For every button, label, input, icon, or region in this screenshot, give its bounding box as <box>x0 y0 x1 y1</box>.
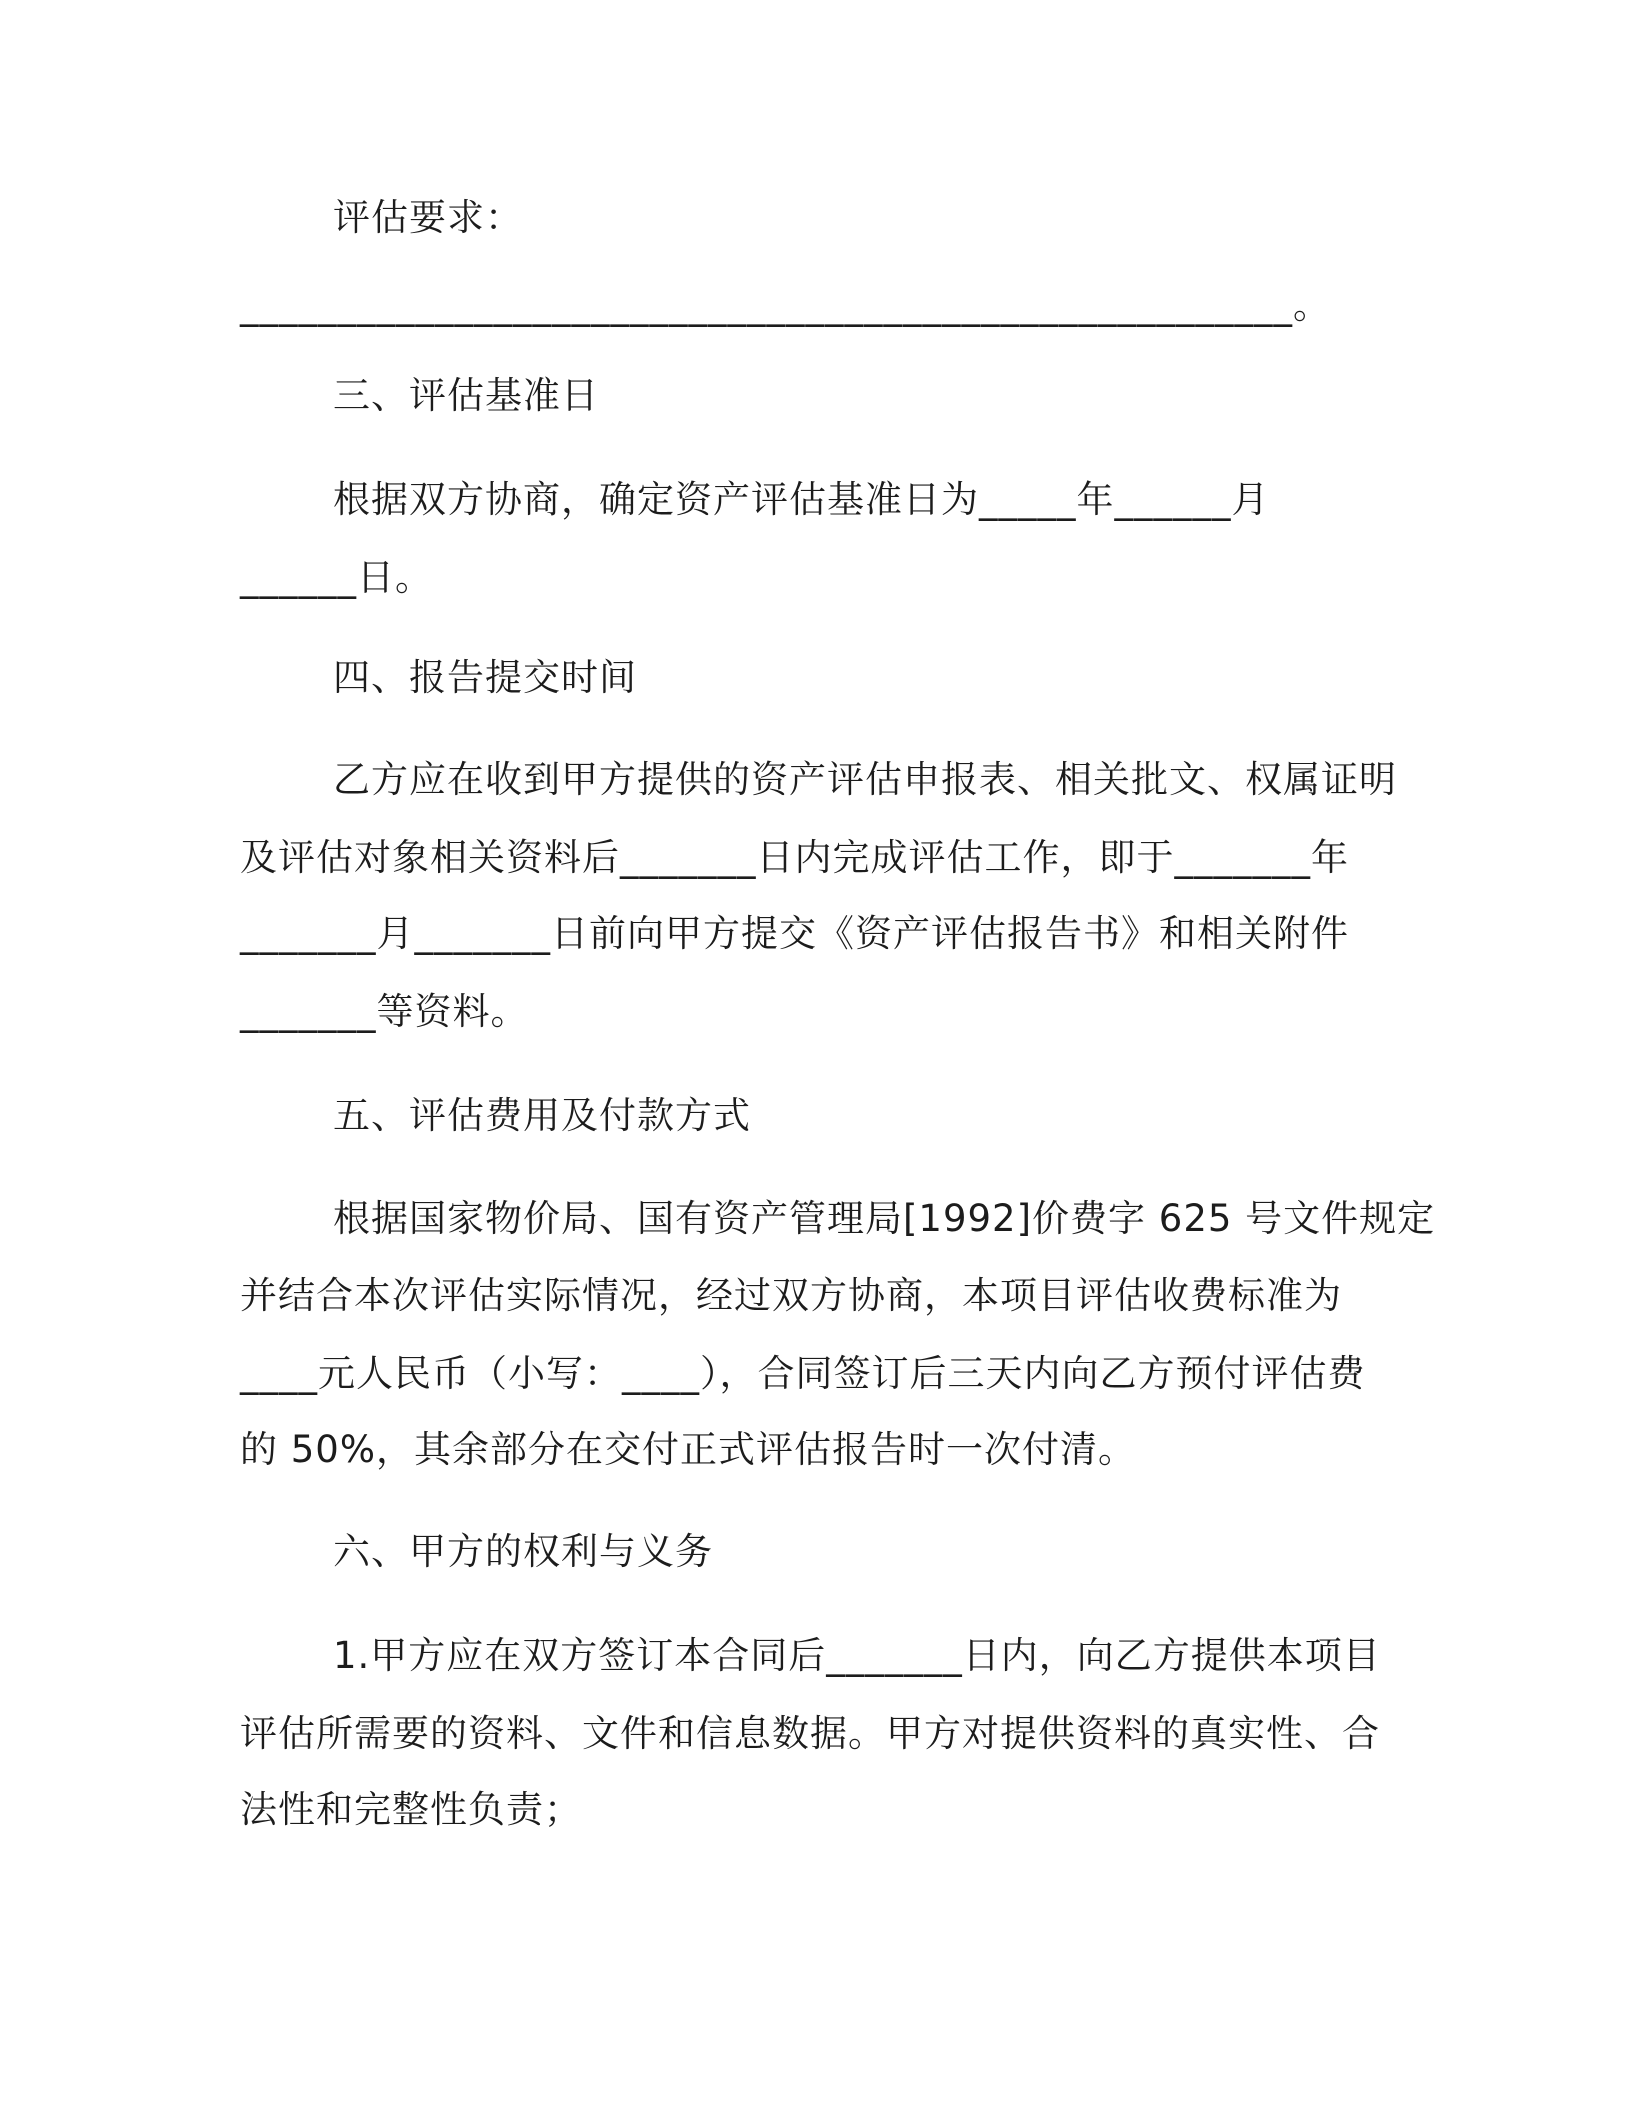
section4-line-3: _______月_______日前向甲方提交《资产评估报告书》和相关附件 <box>240 912 1349 955</box>
section4-line-2: 及评估对象相关资料后_______日内完成评估工作，即于_______年 <box>240 836 1349 879</box>
section5-line-1: 根据国家物价局、国有资产管理局[1992]价费字 625 号文件规定 <box>333 1197 1436 1240</box>
section3-heading: 三、评估基准日 <box>333 374 599 417</box>
section6-line-2: 评估所需要的资料、文件和信息数据。甲方对提供资料的真实性、合 <box>240 1712 1380 1755</box>
section6-line-1: 1.甲方应在双方签订本合同后_______日内，向乙方提供本项目 <box>333 1634 1381 1677</box>
section6-line-3: 法性和完整性负责； <box>240 1788 582 1831</box>
eval-requirement-label: 评估要求： <box>333 196 523 239</box>
section3-line-2: ______日。 <box>240 556 433 599</box>
section6-heading: 六、甲方的权利与义务 <box>333 1530 713 1573</box>
section5-heading: 五、评估费用及付款方式 <box>333 1094 751 1137</box>
section5-line-2: 并结合本次评估实际情况，经过双方协商，本项目评估收费标准为 <box>240 1274 1342 1317</box>
section5-line-3: ____元人民币（小写：____），合同签订后三天内向乙方预付评估费 <box>240 1352 1366 1395</box>
section4-line-4: _______等资料。 <box>240 990 529 1033</box>
section4-heading: 四、报告提交时间 <box>333 656 637 699</box>
section4-line-1: 乙方应在收到甲方提供的资产评估申报表、相关批文、权属证明 <box>333 758 1397 801</box>
eval-requirement-blank: ______________________________________________________。 <box>240 284 1331 327</box>
section5-line-4: 的 50%，其余部分在交付正式评估报告时一次付清。 <box>240 1428 1136 1471</box>
section3-line-1: 根据双方协商，确定资产评估基准日为_____年______月 <box>333 478 1270 521</box>
